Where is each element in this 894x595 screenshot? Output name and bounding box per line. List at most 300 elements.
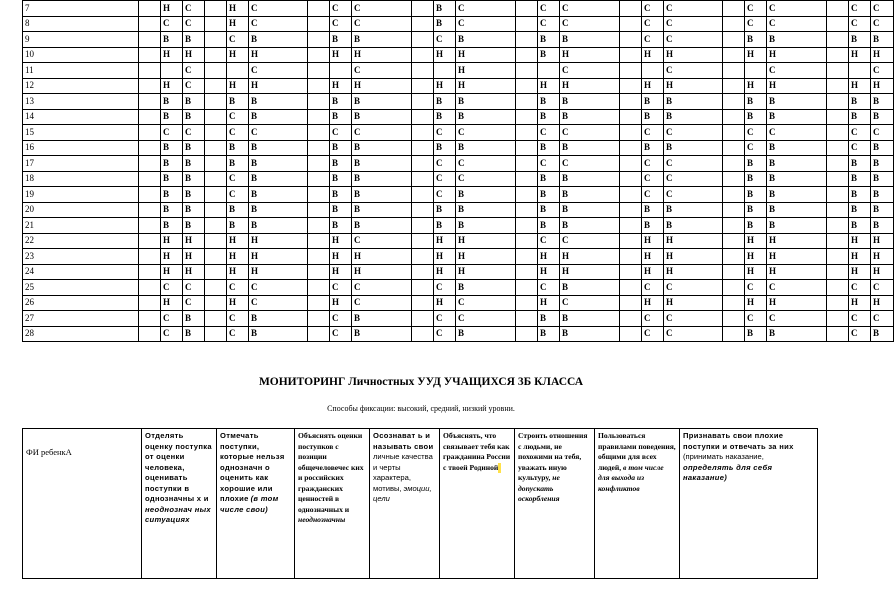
grade-cell: С [434,156,456,172]
grade-cell [205,311,227,327]
grade-cell: С [538,16,560,32]
grade-cell: Н [871,249,894,265]
grade-cell [139,187,161,203]
grade-cell: Н [560,249,620,265]
grade-cell: С [849,326,871,342]
grade-cell: В [560,218,620,234]
grade-cell [205,326,227,342]
criteria-header-row [23,429,818,579]
grade-cell [308,187,330,203]
grade-cell: В [456,202,516,218]
grade-cell: В [352,202,412,218]
grade-cell [308,233,330,249]
grade-cell [516,171,538,187]
criterion-8-plain: (принимать наказание, [683,452,764,461]
grade-cell: В [745,32,767,48]
grade-cell: С [456,171,516,187]
grade-cell: С [330,311,352,327]
grade-cell: Н [767,47,827,63]
grade-cell [723,280,745,296]
grade-cell: С [538,156,560,172]
grade-cell: С [745,140,767,156]
grade-cell: В [352,140,412,156]
grade-cell: В [767,171,827,187]
grade-cell: С [767,311,827,327]
grade-cell [849,63,871,79]
grade-cell: В [434,202,456,218]
grade-cell [139,280,161,296]
grade-cell: В [538,311,560,327]
grade-cell [620,1,642,17]
grade-cell [308,280,330,296]
grade-cell: В [183,109,205,125]
grade-cell [620,78,642,94]
table-row [23,1,894,17]
grade-cell: С [664,326,723,342]
grade-cell [139,326,161,342]
grade-cell: В [560,326,620,342]
grade-cell: С [434,280,456,296]
criterion-8-main: Признавать свои плохие поступки и отвечать за них [683,431,794,451]
grade-cell [745,63,767,79]
grade-cell: С [183,125,205,141]
grade-cell: В [871,156,894,172]
grade-cell: Н [330,47,352,63]
grade-cell [139,78,161,94]
grade-cell [205,78,227,94]
table-row [23,171,894,187]
grade-cell: Н [161,233,183,249]
grade-cell: Н [849,47,871,63]
grade-cell: В [642,218,664,234]
grade-cell: В [352,109,412,125]
grade-cell: В [745,326,767,342]
grade-cell [620,171,642,187]
grade-cell: Н [767,78,827,94]
grade-cell: С [871,16,894,32]
grade-cell [308,218,330,234]
grade-cell: Н [456,63,516,79]
criterion-8-italic: определять для себя наказание) [683,462,773,482]
grade-cell [620,202,642,218]
grade-cell: В [642,140,664,156]
grade-cell: В [249,109,308,125]
grade-cell [827,280,849,296]
grade-cell: Н [664,264,723,280]
grade-cell: Н [642,295,664,311]
grade-cell [827,63,849,79]
grade-cell: В [249,171,308,187]
grade-cell: В [871,218,894,234]
grade-cell [412,156,434,172]
grade-cell [723,156,745,172]
grade-cell: Н [227,233,249,249]
grade-cell: С [249,125,308,141]
grade-cell [516,187,538,203]
table-row [23,125,894,141]
grade-cell [308,326,330,342]
grade-cell [205,156,227,172]
grade-cell: Н [227,47,249,63]
grade-cell: В [183,140,205,156]
grade-cell: С [538,1,560,17]
grade-cell [827,218,849,234]
grade-cell: В [161,156,183,172]
grade-cell [205,249,227,265]
grade-cell: В [871,94,894,110]
grade-cell [412,218,434,234]
grade-cell: Н [434,264,456,280]
row-number: 25 [23,280,139,296]
grade-cell [620,218,642,234]
criterion-5-main: Объяснять, что связывает тебя как гражданина России с твоей Родиной [443,431,511,472]
grade-cell: В [161,32,183,48]
grade-cell: В [767,109,827,125]
criterion-3-main: Объяснять оценки поступков с позиции общечеловечес ких и российских гражданских ценностей в однозначных и [298,431,364,514]
grade-cell: Н [249,78,308,94]
grade-cell: В [227,94,249,110]
grade-cell [620,109,642,125]
grade-cell: С [538,125,560,141]
grade-cell: С [434,187,456,203]
grade-cell: Н [352,249,412,265]
criterion-4-italic: эмоции, цели [373,483,432,503]
grade-cell [139,94,161,110]
grade-cell [516,311,538,327]
grade-cell: Н [352,47,412,63]
criteria-section [22,428,817,579]
grade-cell: В [560,140,620,156]
grade-cell: В [456,140,516,156]
grade-cell: С [161,16,183,32]
grade-cell: Н [161,1,183,17]
row-number: 21 [23,218,139,234]
grade-cell: В [745,94,767,110]
grade-cell: В [352,156,412,172]
grade-cell: Н [352,264,412,280]
grade-cell: В [161,140,183,156]
row-number: 27 [23,311,139,327]
row-number: 16 [23,140,139,156]
grade-cell [516,280,538,296]
grade-cell: Н [249,233,308,249]
criterion-1-main: Отделять оценку поступка от оценки человека, оценивать поступки в однозначны х и [145,431,212,503]
grade-cell [308,156,330,172]
page-title: МОНИТОРИНГ Личностных УУД УЧАЩИХСЯ 3Б КЛАССА [258,376,584,388]
grade-cell [205,280,227,296]
grade-cell: В [456,32,516,48]
grade-cell [412,1,434,17]
grade-cell: В [456,326,516,342]
grade-cell: Н [849,264,871,280]
grade-cell [516,125,538,141]
grade-cell [139,32,161,48]
grade-cell: С [183,295,205,311]
grade-cell: С [560,295,620,311]
grade-cell: С [352,63,412,79]
grade-cell [308,202,330,218]
grade-cell: В [560,109,620,125]
grade-cell: В [767,140,827,156]
grade-cell: С [456,1,516,17]
grade-cell [308,140,330,156]
grade-cell: С [456,295,516,311]
row-number: 10 [23,47,139,63]
grade-cell: С [330,280,352,296]
grade-cell: С [227,171,249,187]
row-number: 9 [23,32,139,48]
grade-cell [723,140,745,156]
grade-cell [412,16,434,32]
grade-cell: С [161,280,183,296]
row-number: 18 [23,171,139,187]
grade-cell: В [849,171,871,187]
grade-cell [516,32,538,48]
grade-cell: Н [642,264,664,280]
grade-cell [827,156,849,172]
grade-cell: В [849,32,871,48]
grade-cell [516,94,538,110]
grade-cell: Н [849,249,871,265]
grade-grid [22,0,881,342]
grade-cell: Н [745,233,767,249]
grade-cell [308,16,330,32]
grade-cell: Н [183,47,205,63]
grade-cell: В [330,202,352,218]
grade-cell: С [456,125,516,141]
grade-cell: В [227,202,249,218]
grade-cell: С [664,16,723,32]
grade-cell: С [249,1,308,17]
grade-cell: В [560,202,620,218]
grade-cell [723,187,745,203]
criterion-3-italic: неоднозначны [298,515,346,524]
grade-cell: В [249,202,308,218]
grade-cell [620,249,642,265]
criterion-1-italic: неоднознач ных ситуациях [145,504,211,524]
grade-cell: В [560,32,620,48]
grade-cell [538,63,560,79]
grade-cell [516,63,538,79]
grade-cell: В [538,109,560,125]
grade-cell: В [227,140,249,156]
grade-cell: В [767,156,827,172]
grade-cell: В [538,187,560,203]
grade-cell: С [871,125,894,141]
grade-cell: С [767,16,827,32]
grade-cell [620,233,642,249]
grade-cell: С [456,16,516,32]
grade-cell [827,171,849,187]
grade-cell: В [456,94,516,110]
grade-cell: С [538,233,560,249]
grade-cell [516,1,538,17]
grade-cell: Н [434,78,456,94]
grade-cell: Н [456,264,516,280]
grade-cell: В [456,280,516,296]
grade-cell: С [560,16,620,32]
criterion-2 [217,429,295,579]
grade-cell: Н [849,233,871,249]
grade-cell: С [434,311,456,327]
grade-cell: В [161,94,183,110]
grade-cell: В [183,218,205,234]
grade-cell: В [560,187,620,203]
grade-cell: Н [664,233,723,249]
grade-cell: В [745,109,767,125]
row-number: 11 [23,63,139,79]
table-row [23,47,894,63]
grade-cell: С [352,280,412,296]
grade-cell: В [849,187,871,203]
grade-cell: С [767,1,827,17]
criteria-table [22,428,818,579]
grade-cell: С [664,156,723,172]
grade-cell: В [352,311,412,327]
grade-cell [330,63,352,79]
table-row [23,32,894,48]
grade-cell: С [849,16,871,32]
grade-cell: С [664,171,723,187]
row-number: 19 [23,187,139,203]
grade-cell [308,171,330,187]
grade-cell [620,264,642,280]
grade-cell [308,1,330,17]
grade-cell: В [183,326,205,342]
grade-cell: С [227,32,249,48]
grade-cell [827,125,849,141]
grade-cell: С [745,125,767,141]
grade-cell: В [745,187,767,203]
grade-cell [723,94,745,110]
grade-cell: С [538,280,560,296]
grade-cell [139,311,161,327]
grade-cell [620,326,642,342]
grade-cell: С [849,280,871,296]
grade-cell: С [183,1,205,17]
grade-cell: Н [538,78,560,94]
grade-cell: В [352,94,412,110]
grade-cell [139,233,161,249]
grade-cell: Н [871,233,894,249]
grade-cell: В [227,218,249,234]
table-row [23,264,894,280]
grade-cell: В [538,32,560,48]
grade-cell [205,264,227,280]
row-number: 26 [23,295,139,311]
grade-cell [723,1,745,17]
grade-cell: Н [871,47,894,63]
grade-cell: В [183,171,205,187]
grade-cell [516,249,538,265]
grade-cell [620,32,642,48]
grade-table [22,0,894,342]
criterion-1 [142,429,217,579]
grade-cell: С [161,311,183,327]
grade-cell [412,109,434,125]
grade-cell: С [352,125,412,141]
grade-cell [205,202,227,218]
grade-cell [827,32,849,48]
grade-cell: С [664,280,723,296]
grade-cell: В [352,326,412,342]
row-number: 20 [23,202,139,218]
grade-cell [308,94,330,110]
grade-cell [723,109,745,125]
grade-cell: В [538,140,560,156]
table-row [23,249,894,265]
grade-cell [516,202,538,218]
grade-cell: Н [161,264,183,280]
grade-cell: В [849,218,871,234]
grade-cell: В [849,109,871,125]
grade-cell [205,109,227,125]
grade-cell [827,295,849,311]
grade-cell: С [642,125,664,141]
grade-cell [412,280,434,296]
grade-cell: С [227,326,249,342]
grade-cell: Н [745,264,767,280]
grade-cell: Н [745,249,767,265]
grade-cell [412,295,434,311]
grade-cell: Н [330,264,352,280]
grade-cell: С [227,109,249,125]
grade-cell: В [871,109,894,125]
grade-cell [723,47,745,63]
grade-cell: Н [352,78,412,94]
criterion-7-main: Пользоваться правилами поведения, общими для всех людей, [598,431,676,472]
grade-cell: С [871,1,894,17]
table-row [23,63,894,79]
grade-cell [412,125,434,141]
grade-cell [516,264,538,280]
grade-cell: В [642,94,664,110]
grade-cell [516,78,538,94]
grade-cell: С [849,125,871,141]
grade-cell: В [745,218,767,234]
grade-cell: С [560,63,620,79]
grade-cell: С [161,326,183,342]
grade-cell: Н [456,78,516,94]
grade-cell: Н [161,78,183,94]
grade-cell: Н [871,264,894,280]
grade-cell: В [456,218,516,234]
grade-cell: С [183,63,205,79]
grade-cell: С [871,280,894,296]
table-row [23,109,894,125]
grade-cell: Н [664,47,723,63]
grade-cell: Н [642,233,664,249]
grade-cell: Н [849,78,871,94]
row-number: 13 [23,94,139,110]
grade-cell [161,63,183,79]
grade-cell [205,140,227,156]
grade-cell [620,187,642,203]
grade-cell [620,156,642,172]
criterion-4-plain: личные качества и черты характера, мотивы, [373,452,433,493]
grade-cell [827,16,849,32]
grade-cell [308,78,330,94]
grade-cell: С [745,311,767,327]
grade-cell [139,218,161,234]
grade-cell: С [330,16,352,32]
grade-cell: Н [642,249,664,265]
grade-cell [412,63,434,79]
grade-cell [620,140,642,156]
grade-cell: В [767,187,827,203]
grade-cell [205,32,227,48]
grade-cell: С [642,280,664,296]
